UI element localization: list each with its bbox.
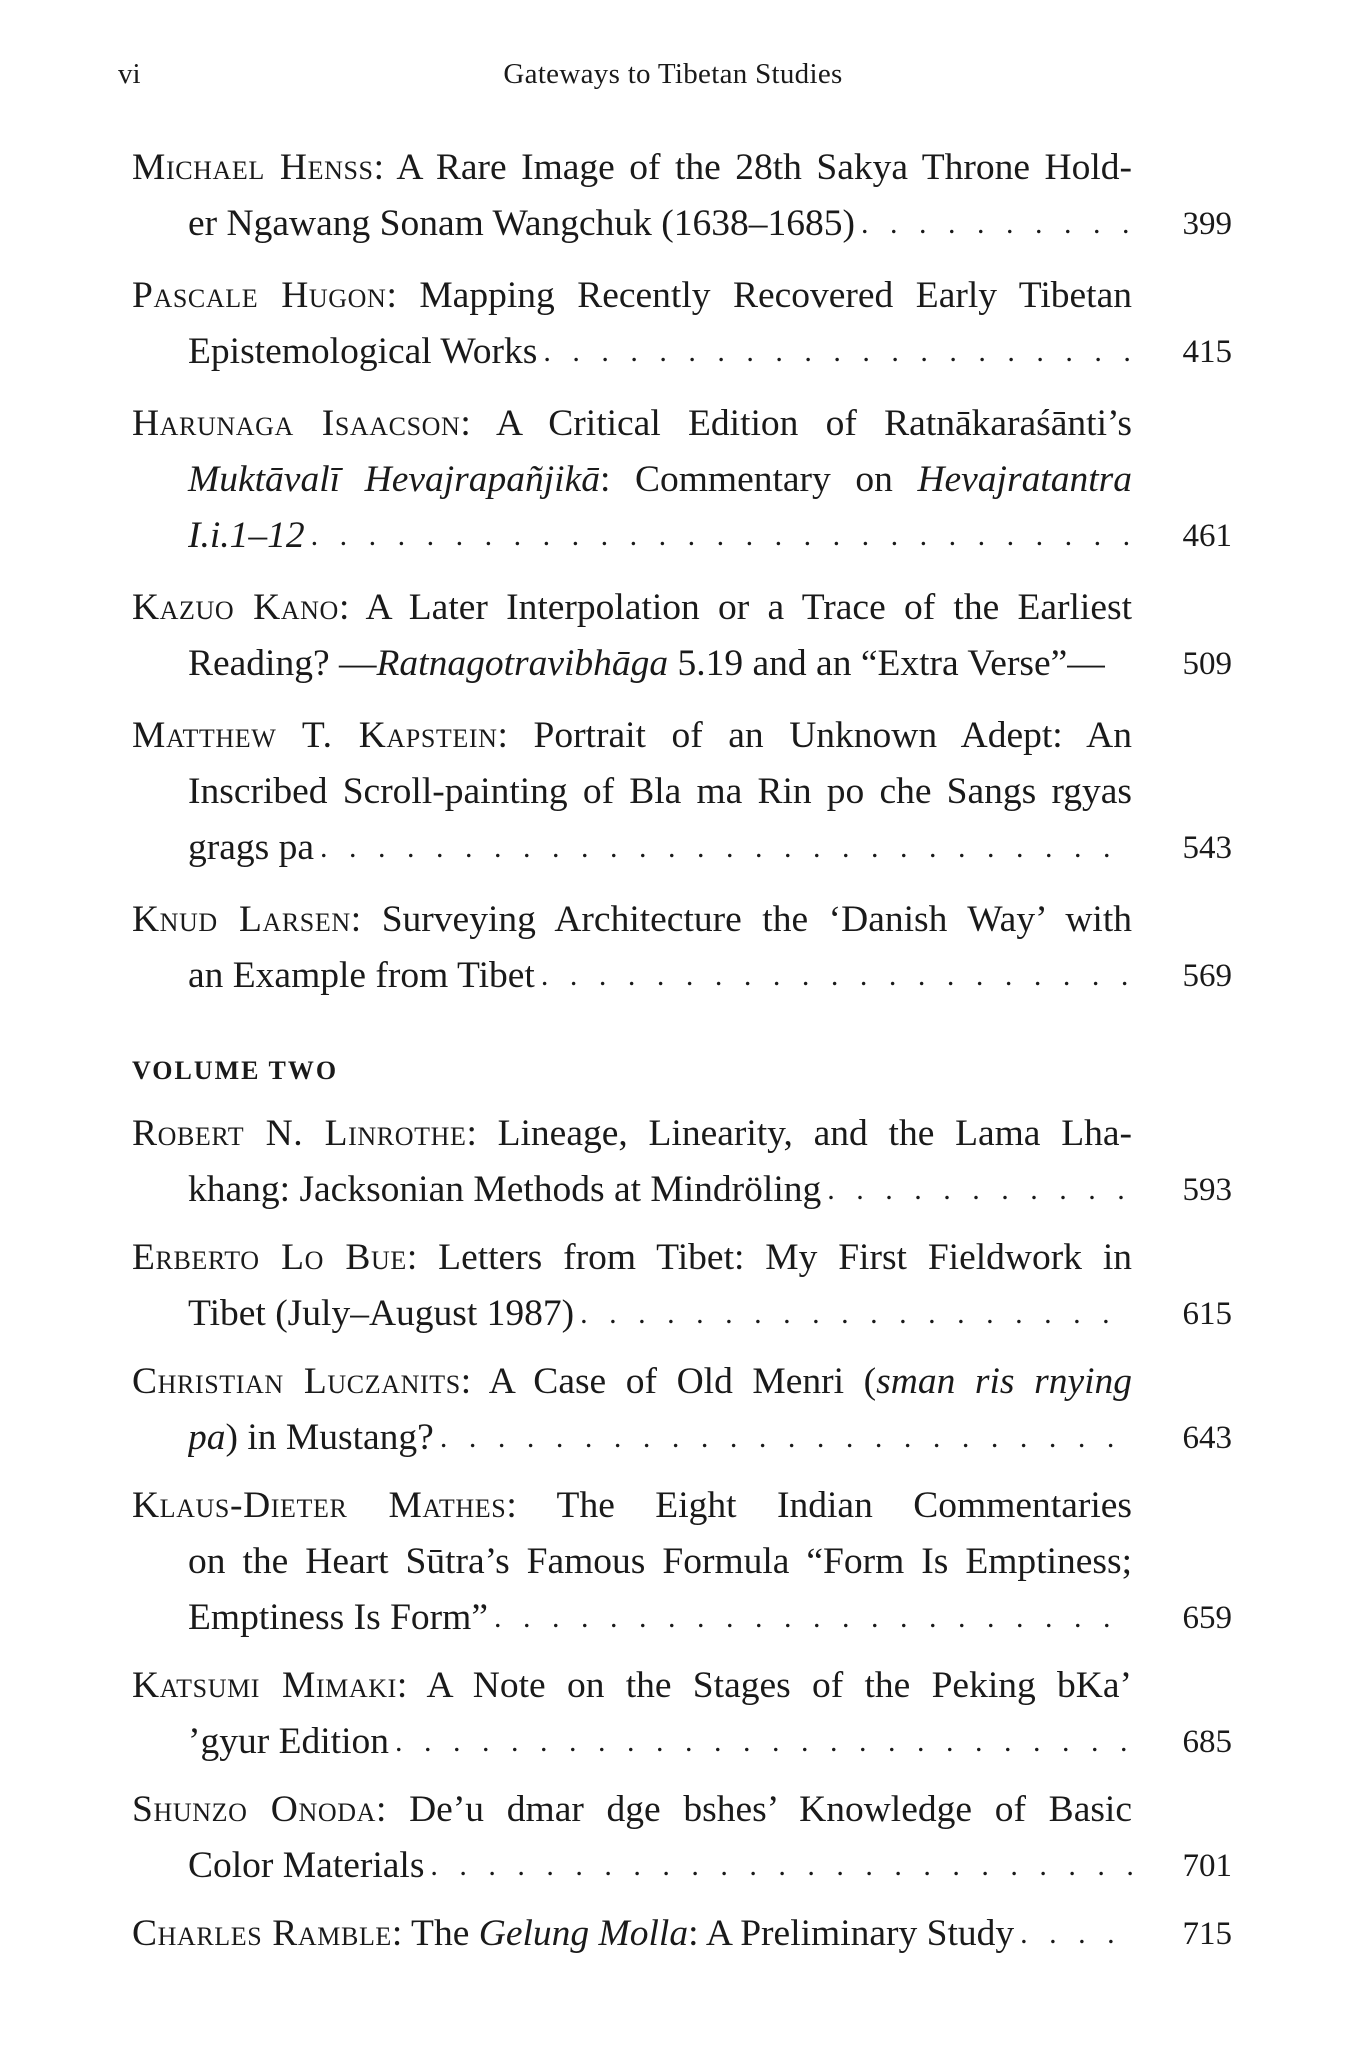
entry-title-italic-2: pa: [188, 1417, 226, 1458]
entry-title-text-2: : A Preliminary Study: [688, 1913, 1015, 1954]
entry-line-1: Knud Larsen: Surveying Architecture the ‘Danish Way’ with: [132, 899, 1133, 940]
entry-title-italic: Gelung Molla: [478, 1913, 689, 1954]
entry-author: Robert N. Linrothe: [132, 1113, 467, 1154]
entry-title-line-1: A Rare Image of the 28th Sakya Throne Hold-: [396, 147, 1132, 188]
entry-last-line: [188, 1590, 1132, 1646]
entry-title-line-3: I.i.1–12: [188, 515, 305, 556]
entry-last-line: [188, 636, 1132, 692]
book-title: Gateways to Tibetan Studies: [503, 58, 843, 90]
entry-title-line-2: Color Materials: [188, 1845, 425, 1886]
entry-last-line: [188, 948, 1132, 1004]
entry-title-line-2: Tibet (July–August 1987): [188, 1293, 575, 1334]
entry-page-number: 593: [1182, 1172, 1232, 1208]
dot-leader: [434, 1410, 1132, 1466]
entry-title-text: : Commentary on: [599, 459, 893, 500]
entry-title-text: The: [411, 1913, 479, 1954]
dot-leader: [389, 1714, 1132, 1770]
entry-author: Katsumi Mimaki: [132, 1665, 397, 1706]
entry-line-1: Michael Henss: A Rare Image of the 28th Sakya Throne Hold-: [132, 147, 1132, 188]
dot-leader: [314, 820, 1132, 876]
entry-title-line-1: A Note on the Stages of the Peking bKa’: [426, 1665, 1132, 1706]
entry-title-italic: Ratnagotravibhāga: [376, 643, 669, 684]
entry-last-line: [188, 1838, 1132, 1894]
entry-title-text-2: 5.19 and an “Extra Verse”—: [668, 643, 1105, 684]
entry-line-1: Klaus-Dieter Mathes: The Eight Indian Commentaries: [132, 1485, 1132, 1526]
entry-page-number: 509: [1182, 646, 1232, 682]
entry-line-1: Kazuo Kano: A Later Interpolation or a Trace of the Earliest: [132, 587, 1132, 628]
entry-page-number: 659: [1182, 1600, 1232, 1636]
entry-line-1: Erberto Lo Bue: Letters from Tibet: My First Fieldwork in: [132, 1237, 1132, 1278]
entry-line-1: Matthew T. Kapstein: Portrait of an Unknown Adept: An: [132, 715, 1132, 756]
entry-line-1: Christian Luczanits: A Case of Old Menri (sman ris rnying: [132, 1361, 1133, 1402]
entry-author: Klaus-Dieter Mathes: [132, 1485, 507, 1526]
dot-leader: [535, 948, 1132, 1004]
entry-page-number: 399: [1182, 206, 1232, 242]
volume-heading: VOLUME TWO: [132, 1056, 339, 1085]
entry-page-number: 643: [1182, 1420, 1232, 1456]
entry-title-line-2: khang: Jacksonian Methods at Mindröling: [188, 1169, 822, 1210]
entry-title-line-1: Portrait of an Unknown Adept: An: [533, 715, 1132, 756]
dot-leader: [537, 324, 1132, 380]
entry-last-line: [188, 1286, 1132, 1342]
entry-page-number: 715: [1182, 1916, 1232, 1952]
entry-title-line-1: The Eight Indian Commentaries: [556, 1485, 1132, 1526]
entry-author: Knud Larsen: [132, 899, 351, 940]
entry-title-text: A Case of Old Menri (: [488, 1361, 877, 1402]
entry-title-line-1: De’u dmar dge bshes’ Knowledge of Basic: [409, 1789, 1132, 1830]
entry-page-number: 701: [1182, 1848, 1232, 1884]
entry-title-line-1: Charles Ramble: The Gelung Molla: A Preliminary Study: [132, 1913, 1015, 1954]
page-number: vi: [118, 58, 141, 90]
dot-leader: [424, 1838, 1132, 1894]
entry-page-number: 461: [1182, 518, 1232, 554]
entry-author: Kazuo Kano: [132, 587, 339, 628]
entry-title-line-2: [188, 636, 1105, 692]
entry-last-line: [188, 1162, 1132, 1218]
entry-title-italic: Muktāvalī Hevajrapañjikā: [188, 459, 600, 500]
entry-last-line: [188, 508, 1132, 564]
entry-last-line: [188, 1410, 1132, 1466]
dot-leader: [305, 508, 1132, 564]
entry-title-line-2: [188, 1410, 434, 1466]
entry-line-1: Harunaga Isaacson: A Critical Edition of Ratnākaraśānti’s: [132, 403, 1132, 444]
entry-page-number: 615: [1182, 1296, 1232, 1332]
entry-title-line-1: A Critical Edition of Ratnākaraśānti’s: [496, 403, 1132, 444]
entry-title-line-2: an Example from Tibet: [188, 955, 535, 996]
entry-title-line-1: Lineage, Linearity, and the Lama Lha-: [497, 1113, 1132, 1154]
entry-title-line-1: A Later Interpolation or a Trace of the Earliest: [365, 587, 1132, 628]
entry-line-1: Robert N. Linrothe: Lineage, Linearity, and the Lama Lha-: [132, 1113, 1132, 1154]
entry-last-line: [188, 196, 1132, 252]
entry-line-1: Katsumi Mimaki: A Note on the Stages of the Peking bKa’: [132, 1665, 1132, 1706]
entry-title-line-1: Mapping Recently Recovered Early Tibetan: [419, 275, 1132, 316]
entry-line-2: [188, 452, 1132, 508]
entry-line-2: Inscribed Scroll-painting of Bla ma Rin po che Sangs rgyas: [188, 771, 1132, 812]
entry-last-line: [188, 820, 1132, 876]
entry-title-line-3: Emptiness Is Form”: [188, 1597, 488, 1638]
entry-line-1: Pascale Hugon: Mapping Recently Recovered Early Tibetan: [132, 275, 1132, 316]
entry-last-line: [132, 1906, 1132, 1962]
entry-author: Pascale Hugon: [132, 275, 387, 316]
entry-title-line-2: er Ngawang Sonam Wangchuk (1638–1685): [188, 203, 855, 244]
entry-author: Matthew T. Kapstein: [132, 715, 498, 756]
entry-title-line-1: Surveying Architecture the ‘Danish Way’ with: [381, 899, 1133, 940]
entry-title-line-1: Letters from Tibet: My First Fieldwork in: [438, 1237, 1132, 1278]
entry-author: Harunaga Isaacson: [132, 403, 461, 444]
entry-author: Michael Henss: [132, 147, 374, 188]
entry-page-number: 543: [1182, 830, 1232, 866]
entry-title-italic: sman ris rnying: [876, 1361, 1133, 1402]
entry-title-text-2: ) in Mustang?: [225, 1417, 434, 1458]
entry-page-number: 415: [1182, 334, 1232, 370]
entry-title-italic-2: Hevajratantra: [917, 459, 1133, 500]
entry-title-line-2: Epistemological Works: [188, 331, 538, 372]
entry-author: Charles Ramble: [132, 1913, 392, 1954]
dot-leader: [488, 1590, 1132, 1646]
entry-author: Erberto Lo Bue: [132, 1237, 407, 1278]
entry-author: Christian Luczanits: [132, 1361, 461, 1402]
entry-title-line-3: grags pa: [188, 827, 314, 868]
dot-leader: [821, 1162, 1132, 1218]
dot-leader: [1014, 1906, 1132, 1962]
entry-line-1: Shunzo Onoda: De’u dmar dge bshes’ Knowledge of Basic: [132, 1789, 1132, 1830]
entry-last-line: [188, 324, 1132, 380]
entry-title-line-2: ’gyur Edition: [188, 1721, 390, 1762]
entry-line-2: on the Heart Sūtra’s Famous Formula “Form Is Emptiness;: [188, 1541, 1132, 1582]
entry-author: Shunzo Onoda: [132, 1789, 376, 1830]
entry-page-number: 685: [1182, 1724, 1232, 1760]
dot-leader: [855, 196, 1132, 252]
entry-last-line: [188, 1714, 1132, 1770]
entry-title-text: Reading? —: [188, 643, 377, 684]
dot-leader: [574, 1286, 1132, 1342]
entry-page-number: 569: [1182, 958, 1232, 994]
